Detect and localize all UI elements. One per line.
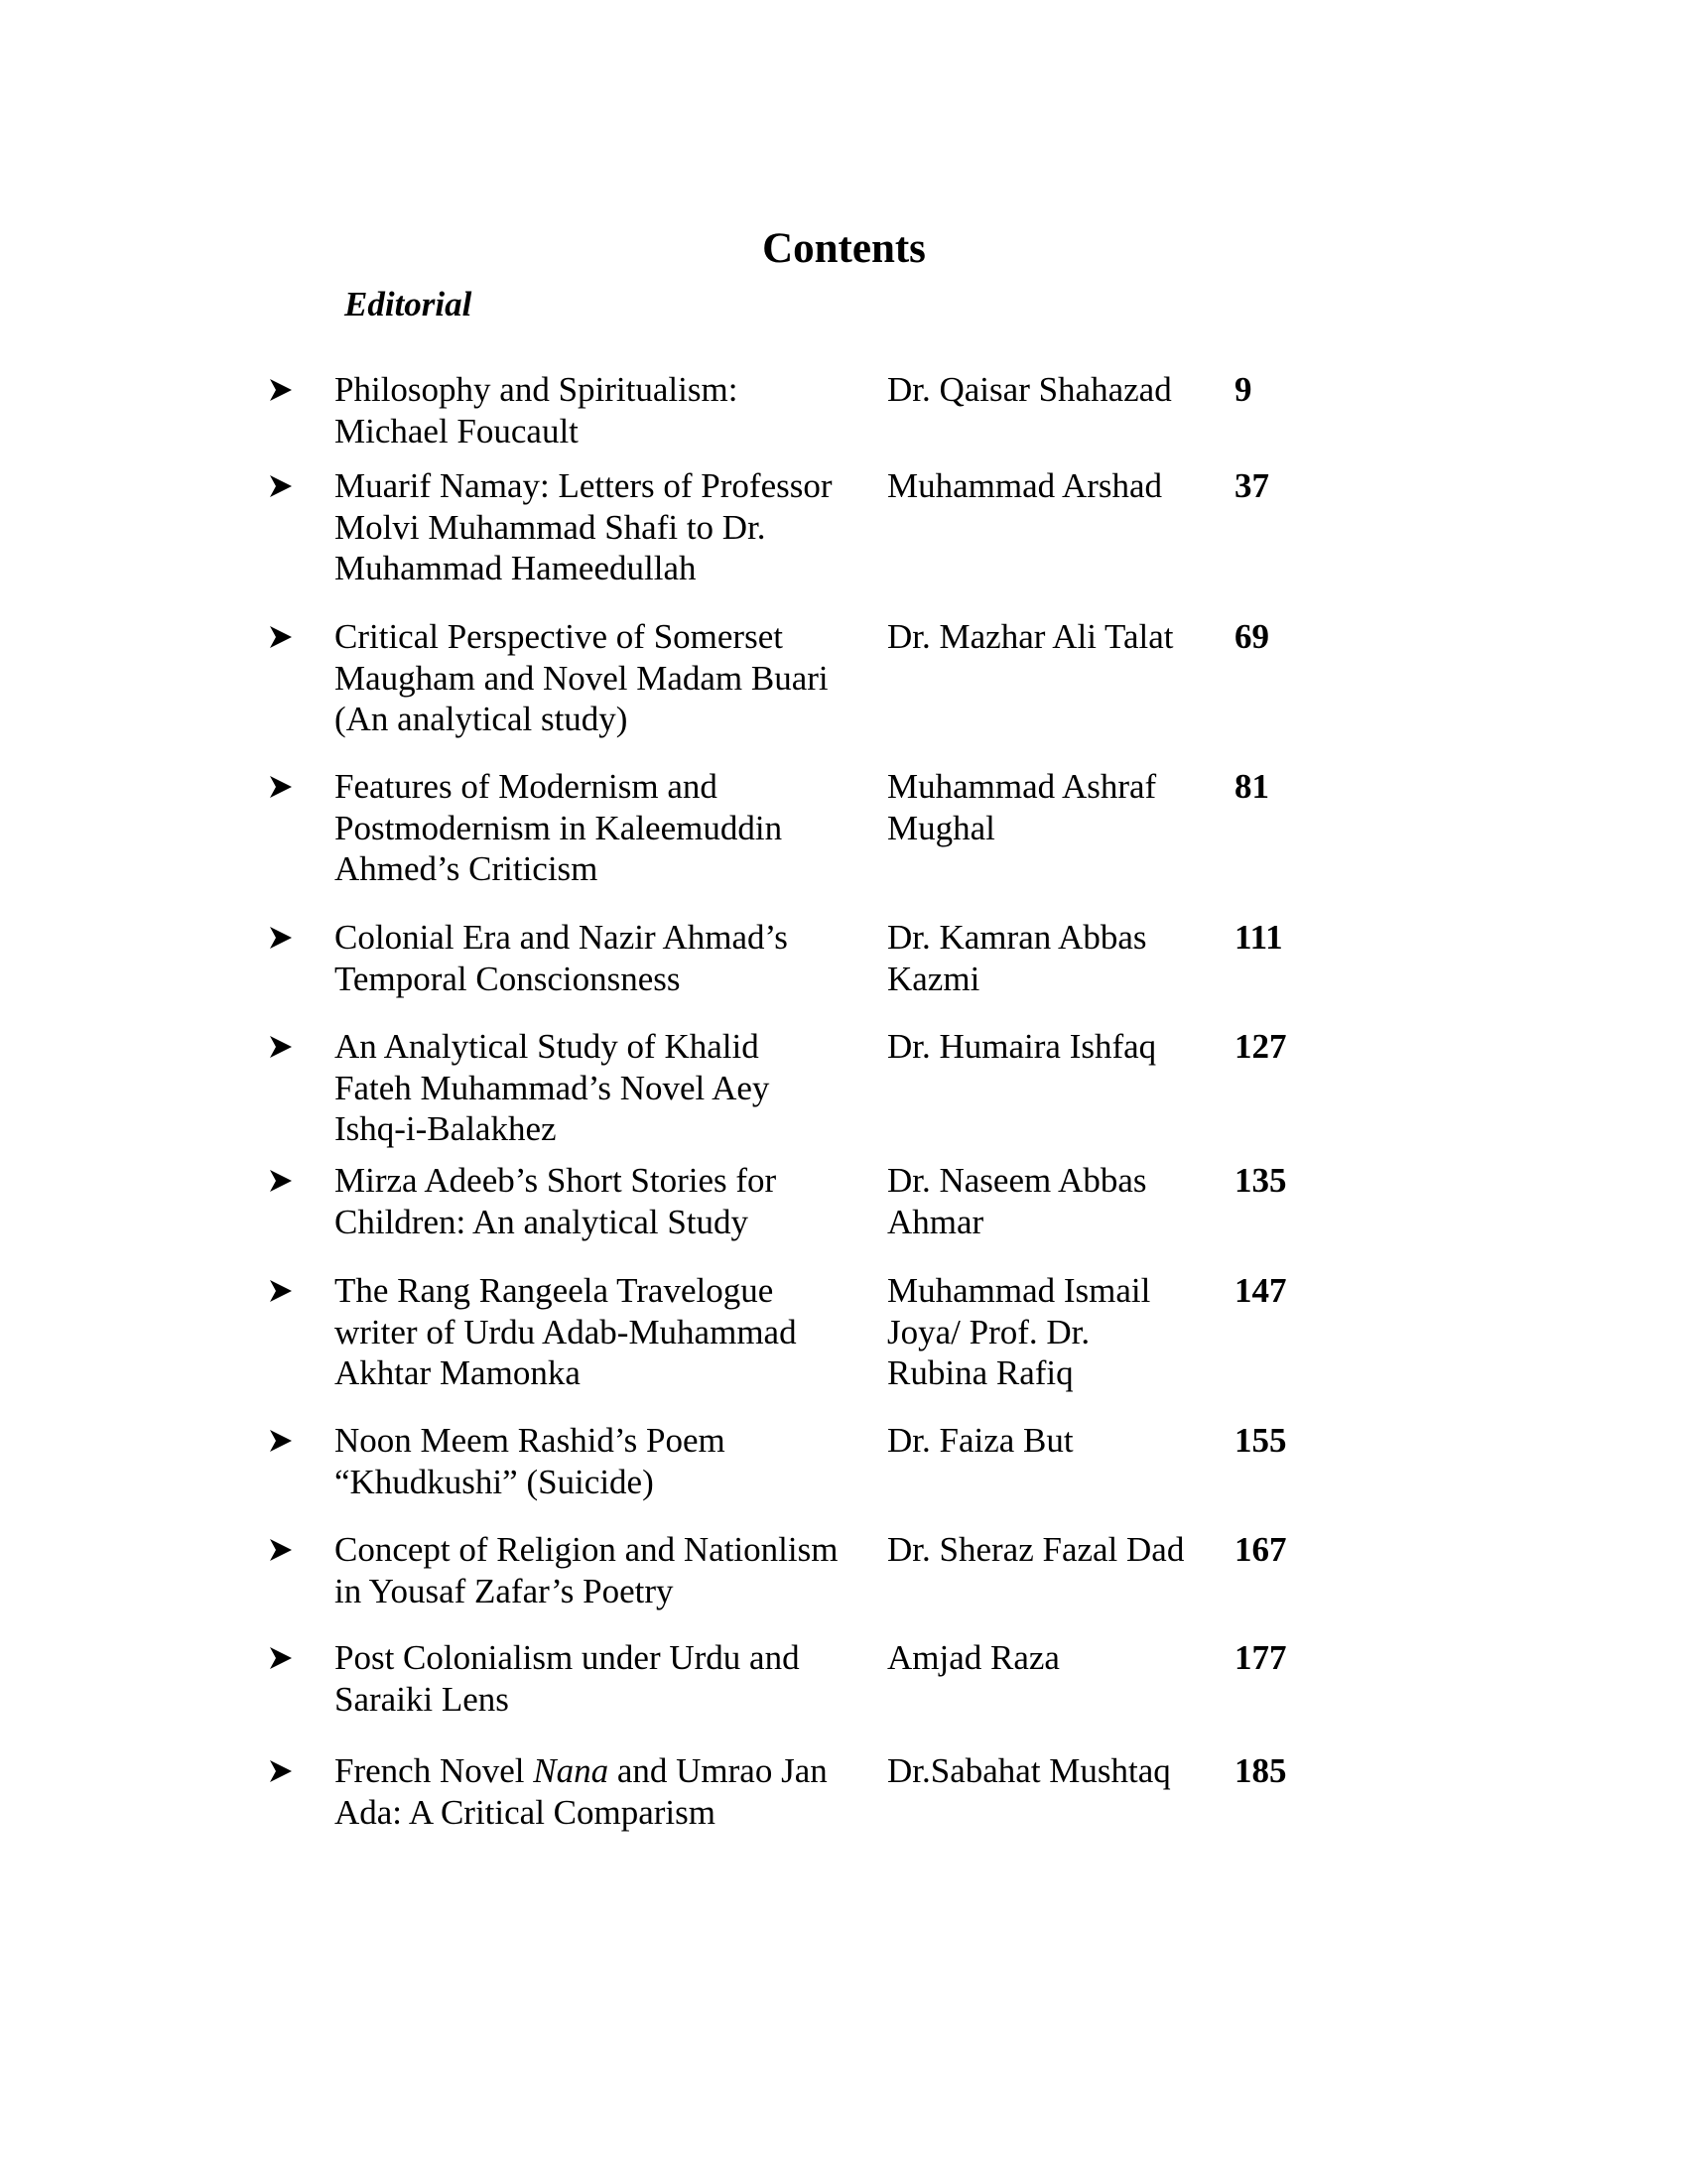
arrow-bullet-icon — [268, 1270, 298, 1311]
entry-author: Dr.Sabahat Mushtaq — [887, 1751, 1171, 1790]
entry-title: The Rang Rangeela Travelogue writer of Urdu Adab-Muhammad Akhtar Mamonka — [334, 1271, 797, 1392]
entry-author: Dr. Mazhar Ali Talat — [887, 617, 1174, 656]
entry-title: Concept of Religion and Nationlism in Yousaf Zafar’s Poetry — [334, 1530, 839, 1610]
entry-title: An Analytical Study of Khalid Fateh Muhammad’s Novel Aey Ishq-i-Balakhez — [334, 1027, 770, 1148]
arrow-bullet-icon — [268, 465, 298, 506]
entry-page-number: 155 — [1234, 1421, 1287, 1460]
arrow-bullet-icon — [268, 1637, 298, 1678]
entry-title: Noon Meem Rashid’s Poem “Khudkushi” (Suicide) — [334, 1421, 725, 1501]
arrow-bullet-icon — [268, 1750, 298, 1791]
entry-author: Dr. Faiza But — [887, 1421, 1074, 1460]
entry-author: Muhammad Arshad — [887, 466, 1163, 505]
entry-author: Dr. Sheraz Fazal Dad — [887, 1530, 1185, 1569]
arrow-bullet-icon — [268, 917, 298, 958]
entry-author: Muhammad Ashraf Mughal — [887, 767, 1157, 847]
entry-title: Features of Modernism and Postmodernism in Kaleemuddin Ahmed’s Criticism — [334, 767, 783, 888]
entry-author: Muhammad Ismail Joya/ Prof. Dr. Rubina Rafiq — [887, 1271, 1151, 1392]
entry-title-part: and Umrao Jan Ada: A Critical Comparism — [334, 1751, 828, 1832]
entry-page-number: 177 — [1234, 1638, 1287, 1677]
entry-title: Post Colonialism under Urdu and Saraiki Lens — [334, 1638, 800, 1719]
arrow-bullet-icon — [268, 1529, 298, 1570]
entry-author: Dr. Qaisar Shahazad — [887, 370, 1172, 409]
entry-title: Colonial Era and Nazir Ahmad’s Temporal Conscionsness — [334, 918, 788, 998]
arrow-bullet-icon — [268, 1160, 298, 1201]
arrow-bullet-icon — [268, 1026, 298, 1067]
entry-page-number: 111 — [1234, 918, 1283, 957]
entry-page-number: 147 — [1234, 1271, 1287, 1310]
page-title: Contents — [762, 225, 926, 272]
entry-title: Critical Perspective of Somerset Maugham and Novel Madam Buari (An analytical study) — [334, 617, 829, 738]
entry-page-number: 135 — [1234, 1161, 1287, 1200]
entry-page-number: 127 — [1234, 1027, 1287, 1066]
entry-author: Amjad Raza — [887, 1638, 1060, 1677]
entry-author: Dr. Humaira Ishfaq — [887, 1027, 1157, 1066]
arrow-bullet-icon — [268, 369, 298, 410]
entry-title: Mirza Adeeb’s Short Stories for Children: An analytical Study — [334, 1161, 777, 1241]
entry-page-number: 37 — [1234, 466, 1269, 505]
entry-page-number: 185 — [1234, 1751, 1287, 1790]
entry-author: Dr. Naseem Abbas Ahmar — [887, 1161, 1147, 1241]
entry-page-number: 9 — [1234, 370, 1252, 409]
entry-page-number: 167 — [1234, 1530, 1287, 1569]
entry-title: Philosophy and Spiritualism: Michael Foucault — [334, 370, 738, 450]
arrow-bullet-icon — [268, 616, 298, 657]
entry-page-number: 81 — [1234, 767, 1269, 806]
section-heading-editorial: Editorial — [344, 285, 472, 323]
arrow-bullet-icon — [268, 766, 298, 807]
arrow-bullet-icon — [268, 1420, 298, 1461]
entry-title-part: French Novel — [334, 1751, 534, 1790]
entry-author: Dr. Kamran Abbas Kazmi — [887, 918, 1147, 998]
entry-title — [334, 1750, 870, 1833]
entry-title-emphasis: Nana — [533, 1751, 609, 1790]
entry-page-number: 69 — [1234, 617, 1269, 656]
entry-title: Muarif Namay: Letters of Professor Molvi Muhammad Shafi to Dr. Muhammad Hameedullah — [334, 466, 833, 587]
